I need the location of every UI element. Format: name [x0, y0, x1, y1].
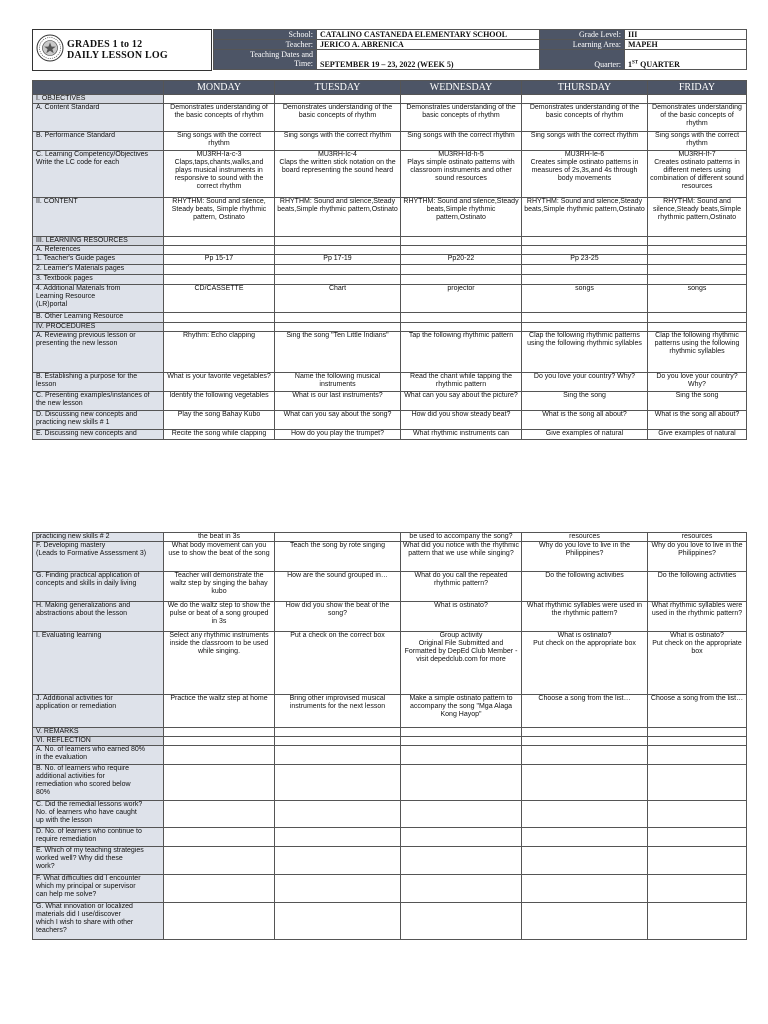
table-cell: [164, 801, 275, 828]
table-cell: [275, 246, 401, 255]
table-cell: RHYTHM: Sound and silence,Steady beats,Simple rhythmic pattern,Ostinato: [401, 198, 522, 237]
table-cell: RHYTHM: Sound and silence, Steady beats, Simple rhythmic pattern, Ostinato: [164, 198, 275, 237]
table-row: [33, 572, 747, 602]
table-cell: [522, 801, 648, 828]
table-cell: [164, 746, 275, 765]
table-cell: What is the song all about?: [648, 411, 747, 430]
table-row: [33, 323, 747, 332]
learning-area-value: MAPEH: [625, 40, 747, 50]
table-cell: Recite the song while clapping: [164, 430, 275, 440]
table-cell: What rhythmic instruments can: [401, 430, 522, 440]
table-cell: [164, 737, 275, 746]
table-cell: songs: [648, 285, 747, 313]
table-row: [33, 602, 747, 632]
school-label: School:: [214, 30, 317, 40]
day-header-wednesday: WEDNESDAY: [401, 81, 522, 95]
table-cell: [648, 237, 747, 246]
table-row: [33, 411, 747, 430]
table-cell: How did you show the beat of the song?: [275, 602, 401, 632]
table-cell: What is the song all about?: [522, 411, 648, 430]
table-cell: [401, 828, 522, 847]
table-cell: [275, 903, 401, 940]
quarter-value: [625, 50, 747, 70]
row-label: 4. Additional Materials from Learning Resource (LR)portal: [33, 285, 164, 313]
table-cell: [164, 828, 275, 847]
table-cell: [275, 737, 401, 746]
row-label: D. No. of learners who continue to require remediation: [33, 828, 164, 847]
row-label: II. CONTENT: [33, 198, 164, 237]
teacher-label: Teacher:: [214, 40, 317, 50]
table-cell: [164, 246, 275, 255]
table-cell: Pp 23-25: [522, 255, 648, 265]
table-cell: [522, 828, 648, 847]
table-row: [33, 632, 747, 695]
table-cell: [164, 765, 275, 801]
table-cell: What body movement can you use to show the beat of the song: [164, 542, 275, 572]
table-cell: [648, 313, 747, 323]
table-cell: What rhythmic syllables were used in the rhythmic pattern?: [648, 602, 747, 632]
table-cell: Select any rhythmic instruments inside the classroom to be used while singing.: [164, 632, 275, 695]
table-cell: [164, 237, 275, 246]
table-cell: [401, 323, 522, 332]
row-label: B. Performance Standard: [33, 132, 164, 151]
row-label: A. References: [33, 246, 164, 255]
table-cell: Do the following activities: [648, 572, 747, 602]
row-label: E. Discussing new concepts and: [33, 430, 164, 440]
table-row: [33, 246, 747, 255]
corner-cell: [33, 81, 164, 95]
table-cell: Bring other improvised musical instruments for the next lesson: [275, 695, 401, 728]
table-cell: Teacher will demonstrate the waltz step by singing the bahay kubo: [164, 572, 275, 602]
table-cell: What do you call the repeated rhythmic pattern?: [401, 572, 522, 602]
table-row: [33, 828, 747, 847]
table-cell: How do you play the trumpet?: [275, 430, 401, 440]
table-row: [33, 198, 747, 237]
table-cell: What is ostinato? Put check on the appropriate box: [648, 632, 747, 695]
table-row: [33, 903, 747, 940]
table-row: [33, 104, 747, 132]
row-label: J. Additional activities for application or remediation: [33, 695, 164, 728]
table-cell: [401, 737, 522, 746]
table-cell: projector: [401, 285, 522, 313]
table-cell: [275, 313, 401, 323]
table-cell: [648, 765, 747, 801]
row-label: E. Which of my teaching strategies worked well? Why did these work?: [33, 847, 164, 875]
row-label: G. Finding practical application of concepts and skills in daily living: [33, 572, 164, 602]
table-cell: Name the following musical instruments: [275, 373, 401, 392]
teaching-dates-label-line2: Time:: [294, 59, 313, 68]
row-label: A. Content Standard: [33, 104, 164, 132]
table-cell: [401, 95, 522, 104]
table-cell: Clap the following rhythmic patterns using the following rhythmic syllables: [522, 332, 648, 373]
log-title: [67, 39, 168, 61]
row-label: A. Reviewing previous lesson or presenting the new lesson: [33, 332, 164, 373]
quarter-text: QUARTER: [638, 60, 680, 69]
table-cell: RHYTHM: Sound and silence,Steady beats,Simple rhythmic pattern,Ostinato: [522, 198, 648, 237]
table-cell: [275, 265, 401, 275]
row-label: practicing new skills # 2: [33, 533, 164, 542]
table-cell: What is your favorite vegetables?: [164, 373, 275, 392]
table-cell: Demonstrates understanding of the basic concepts of rhythm: [275, 104, 401, 132]
table-cell: be used to accompany the song?: [401, 533, 522, 542]
lesson-log-header: [32, 29, 746, 71]
table-cell: Why do you love to live in the Philippines?: [648, 542, 747, 572]
table-row: [33, 875, 747, 903]
table-cell: Demonstrates understanding of the basic concepts of rhythm: [522, 104, 648, 132]
table-cell: Sing songs with the correct rhythm: [275, 132, 401, 151]
row-label: 2. Learner's Materials pages: [33, 265, 164, 275]
table-cell: [401, 847, 522, 875]
teaching-dates-label: [214, 50, 317, 70]
teaching-dates-label-line1: Teaching Dates and: [250, 50, 313, 59]
table-row: [33, 728, 747, 737]
grade-level-label: Grade Level:: [540, 30, 625, 40]
table-cell: Identify the following vegetables: [164, 392, 275, 411]
table-cell: Give examples of natural: [648, 430, 747, 440]
table-row: [33, 801, 747, 828]
table-cell: Do you love your country? Why?: [648, 373, 747, 392]
table-cell: [275, 533, 401, 542]
row-label: I. Evaluating learning: [33, 632, 164, 695]
table-cell: [275, 323, 401, 332]
log-title-line2: DAILY LESSON LOG: [67, 50, 168, 61]
table-row: [33, 542, 747, 572]
table-cell: Demonstrates understanding of the basic concepts of rhythm: [401, 104, 522, 132]
deped-seal-icon: [36, 34, 64, 62]
table-row: [33, 533, 747, 542]
table-cell: [648, 847, 747, 875]
table-cell: How did you show steady beat?: [401, 411, 522, 430]
table-cell: Teach the song by rote singing: [275, 542, 401, 572]
row-label: V. REMARKS: [33, 728, 164, 737]
title-box: [32, 29, 212, 71]
table-cell: [275, 275, 401, 285]
table-cell: What is ostinato?: [401, 602, 522, 632]
table-cell: [648, 903, 747, 940]
table-cell: MU3RH-Id-h-5 Plays simple ostinato patterns with classroom instruments and other sound resources: [401, 151, 522, 198]
table-cell: Demonstrates understanding of the basic concepts of rhythm: [648, 104, 747, 132]
table-row: [33, 392, 747, 411]
table-cell: Clap the following rhythmic patterns using the following rhythmic syllables: [648, 332, 747, 373]
table-cell: Sing songs with the correct rhythm: [401, 132, 522, 151]
table-cell: [275, 237, 401, 246]
table-cell: Read the chant while tapping the rhythmic pattern: [401, 373, 522, 392]
row-label: I. OBJECTIVES: [33, 95, 164, 104]
table-row: [33, 151, 747, 198]
table-cell: Sing songs with the correct rhythm: [522, 132, 648, 151]
row-label: C. Presenting examples/instances of the new lesson: [33, 392, 164, 411]
table-cell: Sing songs with the correct rhythm: [648, 132, 747, 151]
row-label: G. What innovation or localized materials did I use/discover which I wish to share with other teachers?: [33, 903, 164, 940]
school-value: CATALINO CASTANEDA ELEMENTARY SCHOOL: [317, 30, 540, 40]
table-cell: [401, 746, 522, 765]
table-cell: [522, 746, 648, 765]
table-cell: Group activity Original File Submitted and Formatted by DepEd Club Member - visit depedclub.com for more: [401, 632, 522, 695]
row-label: C. Did the remedial lessons work? No. of learners who have caught up with the lesson: [33, 801, 164, 828]
row-label: H. Making generalizations and abstractions about the lesson: [33, 602, 164, 632]
table-cell: [648, 246, 747, 255]
table-cell: Rhythm: Echo clapping: [164, 332, 275, 373]
table-cell: Sing songs with the correct rhythm: [164, 132, 275, 151]
table-cell: How are the sound grouped in…: [275, 572, 401, 602]
table-cell: [401, 246, 522, 255]
table-cell: [522, 728, 648, 737]
table-row: [33, 132, 747, 151]
table-row: [33, 275, 747, 285]
table-cell: [648, 255, 747, 265]
table-cell: Play the song Bahay Kubo: [164, 411, 275, 430]
table-cell: What did you notice with the rhythmic pattern that we use while singing?: [401, 542, 522, 572]
table-cell: [648, 828, 747, 847]
day-header-monday: MONDAY: [164, 81, 275, 95]
row-label: B. Establishing a purpose for the lesson: [33, 373, 164, 392]
table-cell: Do the following activities: [522, 572, 648, 602]
table-cell: Chart: [275, 285, 401, 313]
table-cell: [522, 95, 648, 104]
table-cell: [522, 275, 648, 285]
table-cell: [164, 903, 275, 940]
table-cell: CD/CASSETTE: [164, 285, 275, 313]
table-cell: resources: [648, 533, 747, 542]
table-cell: [164, 323, 275, 332]
grade-level-value: III: [625, 30, 747, 40]
table-cell: Pp 17-19: [275, 255, 401, 265]
table-cell: [275, 95, 401, 104]
table-cell: Choose a song from the list…: [522, 695, 648, 728]
table-cell: [401, 801, 522, 828]
table-cell: Give examples of natural: [522, 430, 648, 440]
table-cell: [401, 265, 522, 275]
table-cell: MU3RH-If-7 Creates ostinato patterns in different meters using combination of different sound resources: [648, 151, 747, 198]
lesson-table-part-2: [32, 532, 746, 940]
table-row: [33, 695, 747, 728]
quarter-number: 1: [628, 60, 632, 69]
day-header-thursday: THURSDAY: [522, 81, 648, 95]
teaching-dates-value: SEPTEMBER 19 – 23, 2022 (WEEK 5): [317, 50, 540, 70]
table-cell: [522, 847, 648, 875]
table-row: [33, 847, 747, 875]
table-cell: [522, 265, 648, 275]
teacher-value: JERICO A. ABRENICA: [317, 40, 540, 50]
table-cell: [648, 801, 747, 828]
day-header-friday: FRIDAY: [648, 81, 747, 95]
table-cell: [648, 746, 747, 765]
table-cell: Put a check on the correct box: [275, 632, 401, 695]
table-cell: [401, 313, 522, 323]
table-cell: [648, 95, 747, 104]
table-cell: resources: [522, 533, 648, 542]
table-cell: [401, 728, 522, 737]
table-row: [33, 373, 747, 392]
table-cell: [648, 265, 747, 275]
table-cell: [522, 737, 648, 746]
table-row: [33, 285, 747, 313]
table-cell: MU3RH-Ia-c-3 Claps,taps,chants,walks,and plays musical instruments in responsive to sound with the correct rhythm: [164, 151, 275, 198]
table-cell: [648, 728, 747, 737]
table-cell: the beat in 3s: [164, 533, 275, 542]
quarter-label: Quarter:: [540, 50, 625, 70]
row-label: IV. PROCEDURES: [33, 323, 164, 332]
table-row: [33, 430, 747, 440]
table-cell: Sing the song: [648, 392, 747, 411]
table-cell: [522, 237, 648, 246]
table-cell: [401, 237, 522, 246]
table-cell: [164, 265, 275, 275]
table-cell: [648, 275, 747, 285]
table-row: [33, 746, 747, 765]
table-cell: What rhythmic syllables were used in the rhythmic pattern?: [522, 602, 648, 632]
table-cell: [164, 728, 275, 737]
row-label: VI. REFLECTION: [33, 737, 164, 746]
table-cell: Make a simple ostinato pattern to accompany the song "Mga Alaga Kong Hayop": [401, 695, 522, 728]
header-info: [213, 29, 746, 71]
table-cell: [275, 847, 401, 875]
table-cell: [401, 765, 522, 801]
table-cell: What can you say about the picture?: [401, 392, 522, 411]
table-cell: [275, 728, 401, 737]
table-row: [33, 265, 747, 275]
row-label: F. What difficulties did I encounter which my principal or supervisor can help me solve?: [33, 875, 164, 903]
table-cell: [164, 875, 275, 903]
row-label: F. Developing mastery (Leads to Formative Assessment 3): [33, 542, 164, 572]
day-header-tuesday: TUESDAY: [275, 81, 401, 95]
table-cell: [164, 95, 275, 104]
table-cell: [164, 275, 275, 285]
table-cell: What is our last instruments?: [275, 392, 401, 411]
table-cell: [648, 737, 747, 746]
table-cell: [522, 246, 648, 255]
row-label: C. Learning Competency/Objectives Write the LC code for each: [33, 151, 164, 198]
table-cell: [648, 323, 747, 332]
table-cell: [522, 903, 648, 940]
table-cell: [164, 847, 275, 875]
table-cell: [522, 323, 648, 332]
table-cell: [275, 746, 401, 765]
row-label: B. Other Learning Resource: [33, 313, 164, 323]
table-cell: Sing the song: [522, 392, 648, 411]
table-cell: Practice the waltz step at home: [164, 695, 275, 728]
table-cell: RHYTHM: Sound and silence,Steady beats,Simple rhythmic pattern,Ostinato: [275, 198, 401, 237]
table-cell: [275, 828, 401, 847]
row-label: III. LEARNING RESOURCES: [33, 237, 164, 246]
table-cell: [275, 765, 401, 801]
table-row: [33, 237, 747, 246]
row-label: A. No. of learners who earned 80% in the evaluation: [33, 746, 164, 765]
table-cell: Demonstrates understanding of the basic concepts of rhythm: [164, 104, 275, 132]
table-row: [33, 313, 747, 323]
row-label: D. Discussing new concepts and practicing new skills # 1: [33, 411, 164, 430]
row-label: 3. Textbook pages: [33, 275, 164, 285]
table-cell: MU3RH-Ic-4 Claps the written stick notation on the board representing the sound heard: [275, 151, 401, 198]
table-row: [33, 332, 747, 373]
table-cell: What is ostinato? Put check on the appropriate box: [522, 632, 648, 695]
lesson-table-part-1: [32, 80, 746, 440]
table-cell: Tap the following rhythmic pattern: [401, 332, 522, 373]
table-cell: [275, 875, 401, 903]
table-cell: Pp20-22: [401, 255, 522, 265]
table-cell: [522, 875, 648, 903]
table-cell: Do you love your country? Why?: [522, 373, 648, 392]
table-cell: Choose a song from the list…: [648, 695, 747, 728]
table-cell: MU3RH-Ie-6 Creates simple ostinato patterns in measures of 2s,3s,and 4s through body movements: [522, 151, 648, 198]
table-cell: [401, 275, 522, 285]
table-cell: Why do you love to live in the Philippines?: [522, 542, 648, 572]
table-cell: songs: [522, 285, 648, 313]
table-cell: Sing the song "Ten Little Indians": [275, 332, 401, 373]
row-label: B. No. of learners who require additional activities for remediation who scored below 80%: [33, 765, 164, 801]
table-cell: RHYTHM: Sound and silence,Steady beats,Simple rhythmic pattern,Ostinato: [648, 198, 747, 237]
table-row: [33, 765, 747, 801]
table-cell: [648, 875, 747, 903]
row-label: 1. Teacher's Guide pages: [33, 255, 164, 265]
table-cell: [275, 801, 401, 828]
table-cell: [522, 765, 648, 801]
quarter-suffix: ST: [632, 60, 639, 66]
lesson-table-continued: [32, 532, 747, 940]
log-title-line1: GRADES 1 to 12: [67, 39, 143, 50]
table-cell: What can you say about the song?: [275, 411, 401, 430]
table-cell: We do the waltz step to show the pulse or beat of a song grouped in 3s: [164, 602, 275, 632]
learning-area-label: Learning Area:: [540, 40, 625, 50]
table-row: [33, 95, 747, 104]
table-cell: [401, 875, 522, 903]
table-cell: [401, 903, 522, 940]
table-row: [33, 255, 747, 265]
table-cell: Pp 15-17: [164, 255, 275, 265]
table-cell: [164, 313, 275, 323]
lesson-table: [32, 80, 747, 440]
table-row: [33, 737, 747, 746]
table-cell: [522, 313, 648, 323]
